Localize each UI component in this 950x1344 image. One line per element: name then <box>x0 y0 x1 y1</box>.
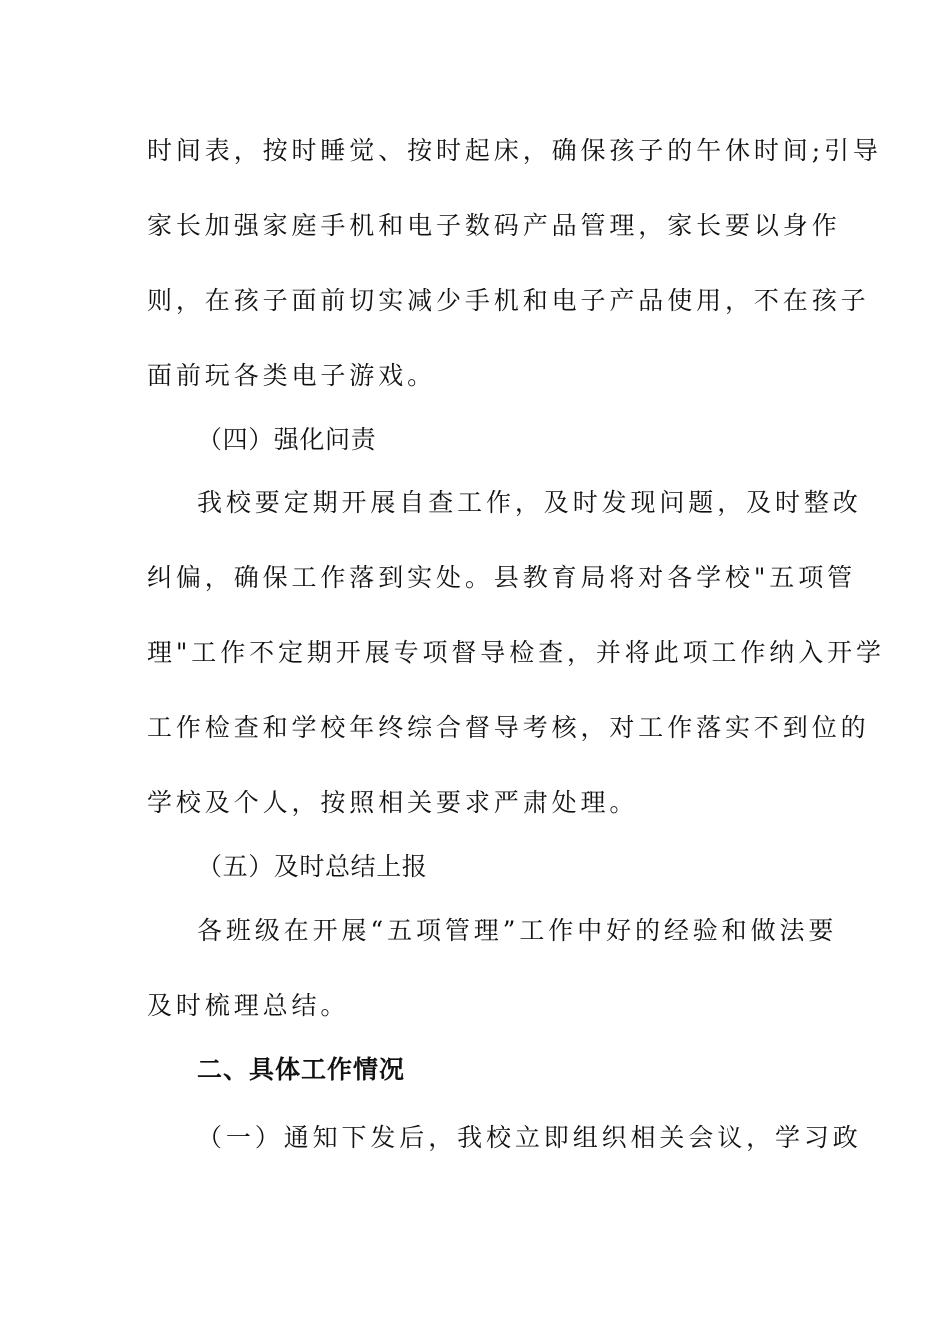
paragraph-line-7: 理"工作不定期开展专项督导检查，并将此项工作纳入开学 <box>147 638 885 667</box>
paragraph-line-12: （一）通知下发后，我校立即组织相关会议，学习政 <box>197 1123 862 1152</box>
section-heading-5: （五）及时总结上报 <box>197 852 428 881</box>
paragraph-line-5: 我校要定期开展自查工作，及时发现问题，及时整改 <box>197 488 862 517</box>
paragraph-line-3: 则，在孩子面前切实减少手机和电子产品使用，不在孩子 <box>147 286 870 315</box>
paragraph-line-1: 时间表，按时睡觉、按时起床，确保孩子的午休时间;引导 <box>147 136 882 165</box>
paragraph-line-6: 纠偏，确保工作落到实处。县教育局将对各学校"五项管 <box>147 563 857 592</box>
paragraph-line-9: 学校及个人，按照相关要求严肃处理。 <box>147 788 639 817</box>
paragraph-line-11: 及时梳理总结。 <box>147 991 350 1020</box>
paragraph-line-2: 家长加强家庭手机和电子数码产品管理，家长要以身作 <box>147 211 841 240</box>
paragraph-line-4: 面前玩各类电子游戏。 <box>147 361 437 390</box>
paragraph-line-10: 各班级在开展“五项管理”工作中好的经验和做法要 <box>197 916 838 945</box>
section-heading-4: （四）强化问责 <box>197 425 377 454</box>
paragraph-line-8: 工作检查和学校年终综合督导考核，对工作落实不到位的 <box>147 713 870 742</box>
chapter-heading-2: 二、具体工作情况 <box>197 1055 406 1084</box>
